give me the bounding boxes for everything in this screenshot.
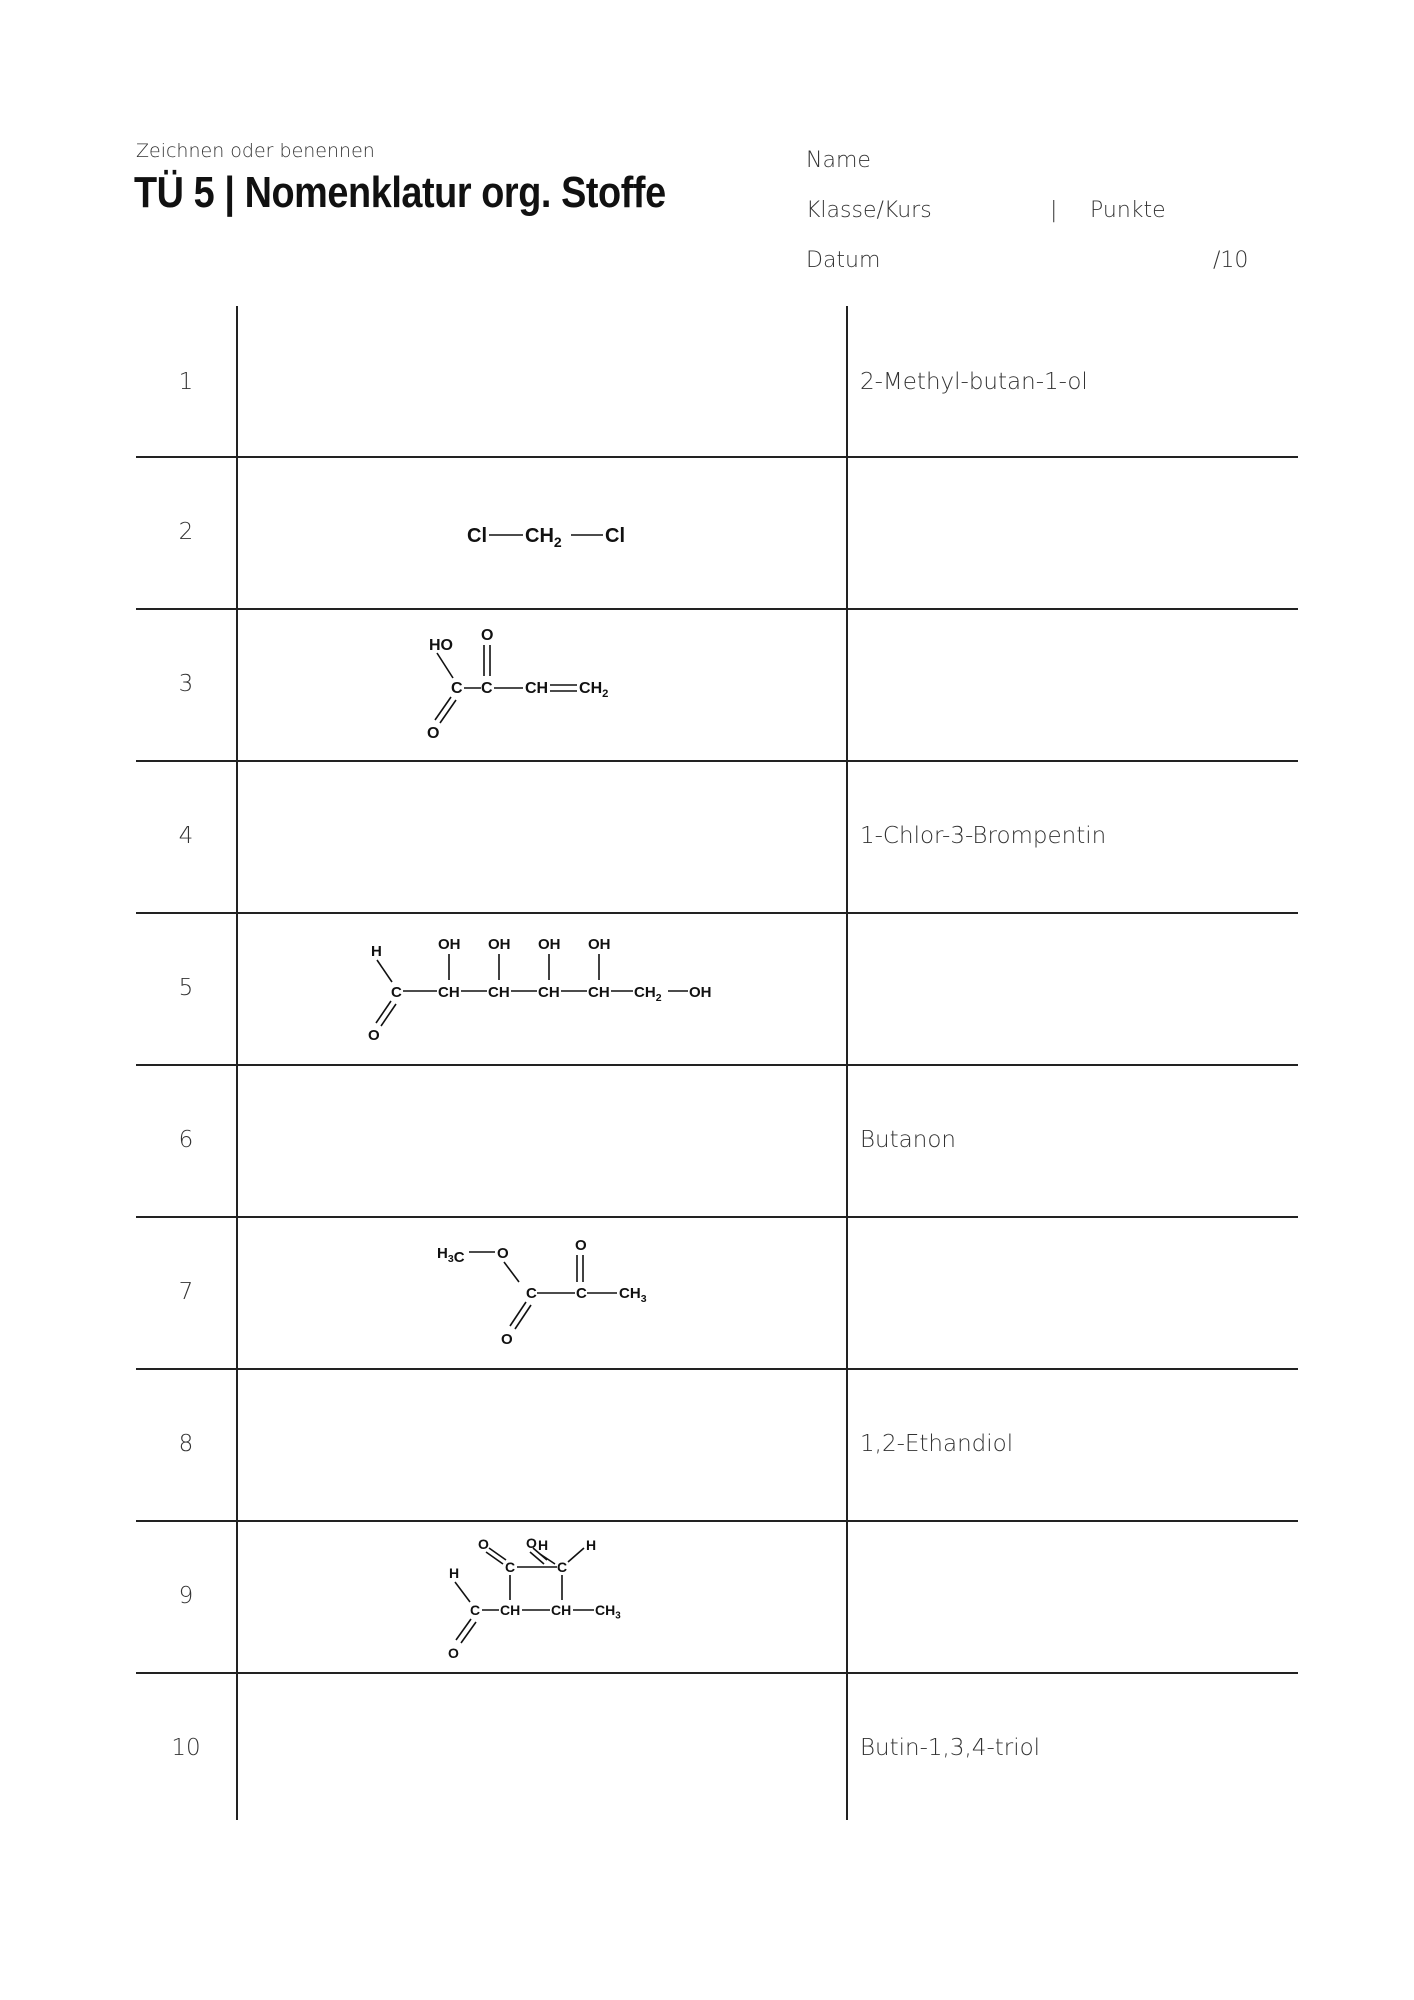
atom-label: H <box>371 943 382 960</box>
row-number: 10 <box>171 1735 201 1761</box>
compound-name: 1,2-Ethandiol <box>860 1431 1014 1457</box>
atom-label: CH <box>525 680 549 697</box>
structure-cell <box>237 608 846 760</box>
subtitle: Zeichnen oder benennen <box>136 140 375 162</box>
atom-label: C <box>526 1285 537 1302</box>
structure-cell <box>237 912 846 1064</box>
atom-label: $CH_2$ <box>634 984 662 1004</box>
name-cell[interactable] <box>860 306 1280 458</box>
atom-label: OH <box>689 984 712 1001</box>
atom-label: Cl <box>605 525 625 547</box>
page-title: TÜ 5 | Nomenklatur org. Stoffe <box>134 168 666 217</box>
name-cell[interactable] <box>860 1216 1280 1368</box>
atom-label: O <box>501 1331 513 1348</box>
atom-label: H <box>586 1537 597 1553</box>
atom-label: O <box>368 1027 380 1044</box>
atom-label: $CH_3$ <box>619 1285 647 1305</box>
name-cell[interactable] <box>860 1368 1280 1520</box>
class-label: Klasse/Kurs <box>806 198 932 223</box>
table-row <box>136 608 1298 760</box>
row-number: 9 <box>178 1583 194 1609</box>
table-row <box>136 456 1298 608</box>
atom-label: O <box>526 1535 537 1551</box>
atom-label: O <box>478 1536 489 1552</box>
structure-cell <box>237 1520 846 1672</box>
atom-label: H <box>538 1537 549 1553</box>
row-number: 6 <box>178 1127 194 1153</box>
row-number: 3 <box>178 671 194 697</box>
structure-cell[interactable] <box>237 1064 846 1216</box>
name-cell[interactable] <box>860 456 1280 608</box>
atom-label: $CH_2$ <box>525 525 562 550</box>
name-cell[interactable] <box>860 1064 1280 1216</box>
structural-formula <box>237 608 846 760</box>
structural-formula <box>237 912 846 1064</box>
structure-cell <box>237 1216 846 1368</box>
structure-cell[interactable] <box>237 1368 846 1520</box>
atom-label: Cl <box>467 525 487 547</box>
name-cell[interactable] <box>860 760 1280 912</box>
max-points: /10 <box>1213 248 1249 273</box>
structure-cell[interactable] <box>237 306 846 458</box>
table-row <box>136 912 1298 1064</box>
atom-label: $H_3C$ <box>437 1245 465 1266</box>
atom-label: $CH_3$ <box>595 1602 621 1622</box>
compound-name: 2-Methyl-butan-1-ol <box>860 369 1088 395</box>
atom-label: HO <box>429 637 453 654</box>
atom-label: CH <box>438 984 460 1001</box>
name-cell[interactable] <box>860 608 1280 760</box>
structure-cell <box>237 456 846 608</box>
atom-label: O <box>427 725 440 742</box>
atom-label: C <box>470 1602 481 1618</box>
row-number: 2 <box>178 519 194 545</box>
atom-label: CH <box>551 1602 572 1618</box>
name-label: Name <box>806 148 871 173</box>
atom-label: C <box>451 680 463 697</box>
row-number: 8 <box>178 1431 194 1457</box>
table-row <box>136 306 1298 458</box>
atom-label: H <box>449 1565 460 1581</box>
atom-label: CH <box>588 984 610 1001</box>
structural-formula <box>237 1520 846 1672</box>
structural-formula <box>237 456 846 608</box>
atom-label: $CH_2$ <box>579 680 609 700</box>
compound-name: Butanon <box>860 1127 956 1153</box>
structural-formula <box>237 1216 846 1368</box>
table-row <box>136 760 1298 912</box>
atom-label: CH <box>500 1602 521 1618</box>
row-number: 1 <box>178 369 194 395</box>
name-cell[interactable] <box>860 1520 1280 1672</box>
atom-label: OH <box>538 936 561 953</box>
compound-name: Butin-1,3,4-triol <box>860 1735 1041 1761</box>
structure-cell[interactable] <box>237 760 846 912</box>
atom-label: O <box>575 1237 587 1254</box>
name-cell[interactable] <box>860 912 1280 1064</box>
atom-label: C <box>391 984 402 1001</box>
atom-label: C <box>505 1559 516 1575</box>
table-row <box>136 1368 1298 1520</box>
table-row <box>136 1520 1298 1672</box>
atom-label: OH <box>438 936 461 953</box>
date-label: Datum <box>806 248 881 273</box>
structure-cell[interactable] <box>237 1672 846 1824</box>
points-label: Punkte <box>1090 198 1166 223</box>
table-row <box>136 1216 1298 1368</box>
table-row <box>136 1672 1298 1824</box>
table-row <box>136 1064 1298 1216</box>
row-number: 4 <box>178 823 194 849</box>
atom-label: C <box>576 1285 587 1302</box>
atom-label: O <box>448 1645 459 1661</box>
atom-label: C <box>481 680 493 697</box>
atom-label: OH <box>488 936 511 953</box>
atom-label: OH <box>588 936 611 953</box>
name-cell[interactable] <box>860 1672 1280 1824</box>
atom-label: C <box>557 1559 568 1575</box>
atom-label: CH <box>488 984 510 1001</box>
compound-name: 1-Chlor-3-Brompentin <box>860 823 1107 849</box>
row-number: 5 <box>178 975 194 1001</box>
row-number: 7 <box>178 1279 194 1305</box>
meta-separator: | <box>1050 198 1058 223</box>
atom-label: CH <box>538 984 560 1001</box>
atom-label: O <box>481 627 494 644</box>
atom-label: O <box>497 1245 509 1262</box>
